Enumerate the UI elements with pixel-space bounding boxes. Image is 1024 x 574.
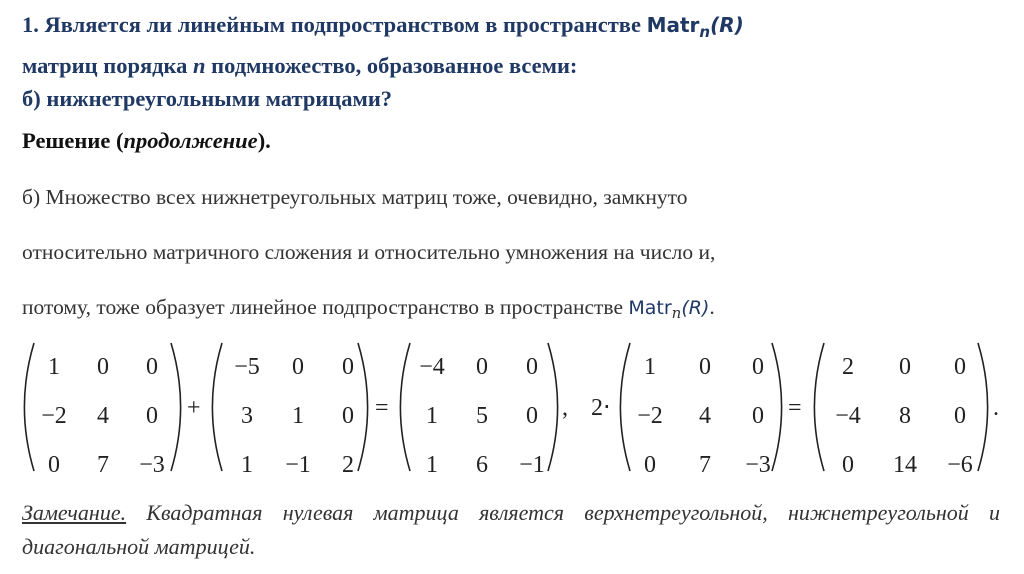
solution-label-start: Решение ( bbox=[22, 128, 124, 153]
matrix-cell: 0 bbox=[48, 452, 60, 476]
matrix-cell: 0 bbox=[899, 354, 911, 380]
matrix-cell: 2 bbox=[342, 452, 354, 476]
matrix-cell: 6 bbox=[476, 452, 488, 476]
right-paren bbox=[978, 343, 988, 471]
body-line1: б) Множество всех нижнетреугольных матриц тоже, очевидно, замкнуто bbox=[22, 185, 688, 209]
matrix-cell: 1 bbox=[426, 403, 438, 429]
matrix-cell: −2 bbox=[41, 403, 67, 429]
matrix-cell: 0 bbox=[842, 452, 854, 476]
body-line3 bbox=[22, 280, 1000, 341]
left-paren bbox=[814, 343, 824, 471]
header-n: n bbox=[193, 53, 206, 78]
solution-text bbox=[22, 170, 1000, 341]
matrix-cell: 1 bbox=[292, 403, 304, 429]
matrix-cell: −6 bbox=[947, 452, 973, 476]
matrix-cell: 0 bbox=[644, 452, 656, 476]
period-sign: . bbox=[993, 395, 999, 421]
matrix-cell: −4 bbox=[835, 403, 861, 429]
body-end: . bbox=[709, 295, 715, 319]
solution-label-italic: продолжение bbox=[123, 128, 258, 153]
plus-sign: + bbox=[187, 395, 201, 421]
body-line3-text: потому, тоже образует линейное подпространство в пространстве bbox=[22, 295, 629, 319]
matrix-cell: 0 bbox=[292, 354, 304, 380]
space-subscript: n bbox=[699, 23, 711, 41]
matrix-cell: 4 bbox=[699, 403, 711, 429]
matrix-cell: 0 bbox=[752, 354, 764, 380]
matrix-cell: 2 bbox=[842, 354, 854, 380]
solution-label bbox=[22, 128, 271, 154]
matrix-cell: −3 bbox=[745, 452, 771, 476]
header-line2-a: матриц порядка bbox=[22, 53, 194, 78]
left-paren bbox=[620, 343, 630, 471]
space-argument: (R) bbox=[710, 13, 744, 37]
scalar-two: 2⋅ bbox=[591, 395, 611, 421]
matrix-cell: 0 bbox=[342, 354, 354, 380]
matrices-group bbox=[24, 343, 987, 476]
matrix-cell: 0 bbox=[954, 403, 966, 429]
equals-sign-2: = bbox=[788, 395, 802, 421]
matrix-cell: 7 bbox=[97, 452, 109, 476]
matrix-cell: 1 bbox=[48, 354, 60, 380]
matrix-cell: 14 bbox=[893, 452, 917, 476]
matrix-cell: 3 bbox=[241, 403, 253, 429]
matrix-cell: 0 bbox=[699, 354, 711, 380]
matrix-cell: 0 bbox=[752, 403, 764, 429]
right-paren bbox=[171, 343, 181, 471]
left-paren bbox=[400, 343, 410, 471]
matrix-cell: 0 bbox=[146, 354, 158, 380]
matrix-cell: 5 bbox=[476, 403, 488, 429]
problem-header bbox=[22, 8, 1012, 115]
matrix-cell: 0 bbox=[97, 354, 109, 380]
body-line2: относительно матричного сложения и относительно умножения на число и, bbox=[22, 240, 716, 264]
comma-sign: , bbox=[562, 395, 568, 421]
matrix-cell: −5 bbox=[234, 354, 260, 380]
right-paren bbox=[548, 343, 558, 471]
matrix-cell: 0 bbox=[146, 403, 158, 429]
header-line1: 1. Является ли линейным подпространством в пространстве bbox=[22, 12, 647, 37]
matrix-cell: 4 bbox=[97, 403, 109, 429]
body-space-argument: (R) bbox=[681, 297, 710, 319]
matrix-cell: 7 bbox=[699, 452, 711, 476]
matrix-cell: 1 bbox=[644, 354, 656, 380]
matrix-cell: 0 bbox=[526, 354, 538, 380]
matrix-cell: −1 bbox=[519, 452, 545, 476]
body-space-subscript: n bbox=[671, 304, 682, 322]
matrix-cell: 0 bbox=[526, 403, 538, 429]
left-paren bbox=[24, 343, 34, 471]
equals-sign-1: = bbox=[375, 395, 389, 421]
remark bbox=[22, 496, 1000, 564]
matrix-cell: −4 bbox=[419, 354, 445, 380]
header-line3: б) нижнетреугольными матрицами? bbox=[22, 86, 393, 111]
left-paren bbox=[212, 343, 222, 471]
solution-label-end: ). bbox=[257, 128, 271, 153]
matrix-equation bbox=[0, 336, 1024, 476]
remark-label: Замечание. bbox=[22, 500, 127, 525]
matrix-cell: 1 bbox=[426, 452, 438, 476]
matrix-cell: −2 bbox=[637, 403, 663, 429]
right-paren bbox=[772, 343, 782, 471]
matrix-cell: 0 bbox=[954, 354, 966, 380]
right-paren bbox=[358, 343, 368, 471]
body-space-symbol: Matr bbox=[628, 297, 672, 319]
matrix-cell: 8 bbox=[899, 403, 911, 429]
matrix-cell: −1 bbox=[285, 452, 311, 476]
matrix-cell: 1 bbox=[241, 452, 253, 476]
matrix-cell: 0 bbox=[476, 354, 488, 380]
remark-text: Квадратная нулевая матрица является верхнетреугольной, нижнетреугольной и диагональной матрицей. bbox=[22, 500, 1000, 559]
matrix-cell: 0 bbox=[342, 403, 354, 429]
matrix-cell: −3 bbox=[139, 452, 165, 476]
header-line2-b: подмножество, образованное всеми: bbox=[205, 53, 578, 78]
space-symbol: Matr bbox=[646, 13, 700, 37]
